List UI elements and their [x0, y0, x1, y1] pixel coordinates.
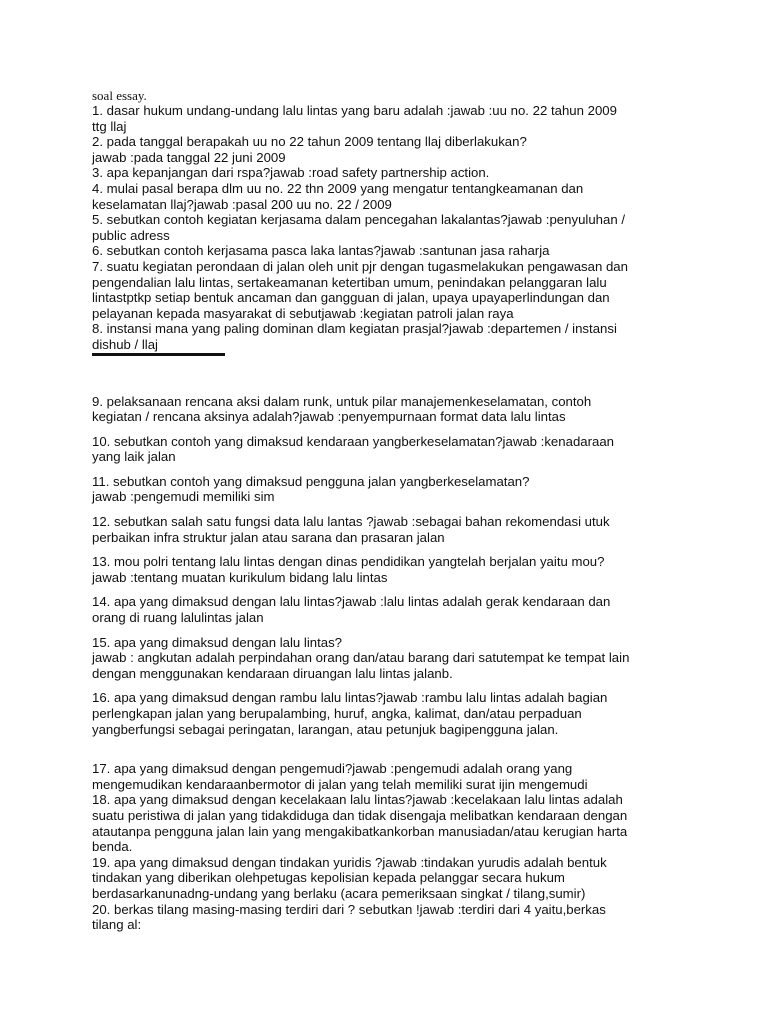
question-paragraph: [92, 394, 682, 425]
text-line: jawab :tentang muatan kurikulum bidang lalu lintas: [92, 569, 388, 585]
question-paragraph: [92, 514, 682, 545]
text-line: orang di ruang lalulintas jalan: [92, 610, 264, 626]
text-line: 2. pada tanggal berapakah uu no 22 tahun 2009 tentang llaj diberlakukan?: [92, 134, 527, 150]
text-line: benda.: [92, 839, 133, 855]
text-line: dengan menggunakan kendaraan diruangan lalu lintas jalanb.: [92, 665, 453, 681]
question-paragraph: [92, 635, 682, 682]
questions-block-1: [92, 103, 682, 353]
text-line: 9. pelaksanaan rencana aksi dalam runk, untuk pilar manajemenkeselamatan, contoh: [92, 393, 592, 409]
questions-block-3: [92, 761, 682, 933]
text-line: mengemudikan kendaraanbermotor di jalan yang telah memiliki surat ijin mengemudi: [92, 776, 588, 792]
text-line: jawab : angkutan adalah perpindahan orang dan/atau barang dari satutempat ke tempat lain: [92, 650, 630, 666]
text-line: yangberfungsi sebagai peringatan, larangan, atau petunjuk bagipengguna jalan.: [92, 721, 559, 737]
text-line: berdasarkanunadng-undang yang berlaku (acara pemeriksaan singkat / tilang,sumir): [92, 885, 586, 901]
text-line: pengendalian lalu lintas, sertakeamanan ketertiban umum, penindakan pelanggaran lalu: [92, 274, 607, 290]
text-line: lintastptkp setiap bentuk ancaman dan gangguan di jalan, upaya upayaperlindungan dan: [92, 290, 610, 306]
text-line: perlengkapan jalan yang berupalambing, huruf, angka, kalimat, dan/atau perpaduan: [92, 706, 582, 721]
text-line: 4. mulai pasal berapa dlm uu no. 22 thn 2009 yang mengatur tentangkeamanan dan: [92, 180, 584, 196]
text-line: kegiatan / rencana aksinya adalah?jawab :penyempurnaan format data lalu lintas: [92, 409, 566, 425]
question-paragraph: [92, 434, 682, 465]
question-paragraph: [92, 594, 682, 625]
text-line: suatu peristiwa di jalan yang tidakdiduga dan tidak disengaja melibatkan kendaraan dengan: [92, 807, 628, 823]
text-line: 10. sebutkan contoh yang dimaksud kendaraan yangberkeselamatan?jawab :kenadaraan: [92, 433, 615, 449]
question-paragraph: [92, 690, 682, 737]
text-line: 20. berkas tilang masing-masing terdiri dari ? sebutkan !jawab :terdiri dari 4 yaitu,berkas: [92, 901, 606, 917]
text-line: 5. sebutkan contoh kegiatan kerjasama dalam pencegahan lakalantas?jawab :penyuluhan /: [92, 212, 625, 228]
text-line: 15. apa yang dimaksud dengan lalu lintas?: [92, 634, 343, 650]
document-heading: soal essay.: [92, 88, 147, 103]
text-line: ttg llaj: [92, 118, 127, 134]
text-line: perbaikan infra struktur jalan atau sarana dan prasaran jalan: [92, 529, 445, 545]
text-line: 18. apa yang dimaksud dengan kecelakaan lalu lintas?jawab :kecelakaan lalu lintas adalah: [92, 792, 623, 808]
text-line: keselamatan llaj?jawab :pasal 200 uu no. 22 / 2009: [92, 196, 392, 212]
text-line: 8. instansi mana yang paling dominan dlam kegiatan prasjal?jawab :departemen / instansi: [92, 321, 617, 337]
document-page: [92, 88, 682, 933]
text-line: 12. sebutkan salah satu fungsi data lalu lantas ?jawab :sebagai bahan rekomendasi utuk: [92, 514, 610, 530]
text-line: 14. apa yang dimaksud dengan lalu lintas?jawab :lalu lintas adalah gerak kendaraan dan: [92, 594, 611, 610]
text-line: tindakan yang diberikan olehpetugas kepolisian kepada pelanggar secara hukum: [92, 870, 565, 886]
text-line: 17. apa yang dimaksud dengan pengemudi?jawab :pengemudi adalah orang yang: [92, 761, 573, 777]
text-line: dishub / llaj: [92, 336, 158, 352]
question-paragraph: [92, 554, 682, 585]
text-line: 1. dasar hukum undang-undang lalu lintas yang baru adalah :jawab :uu no. 22 tahun 2009: [92, 103, 617, 118]
text-line: 6. sebutkan contoh kerjasama pasca laka lantas?jawab :santunan jasa raharja: [92, 243, 550, 259]
text-line: atautanpa pengguna jalan lain yang mengakibatkankorban manusiadan/atau kerugian harta: [92, 823, 628, 839]
text-line: tilang al:: [92, 917, 142, 933]
text-line: yang laik jalan: [92, 449, 176, 465]
text-line: jawab :pada tanggal 22 juni 2009: [92, 149, 286, 165]
text-line: 19. apa yang dimaksud dengan tindakan yuridis ?jawab :tindakan yurudis adalah bentuk: [92, 854, 607, 870]
text-line: 3. apa kepanjangan dari rspa?jawab :road safety partnership action.: [92, 165, 490, 181]
text-line: public adress: [92, 227, 170, 243]
question-paragraph: [92, 474, 682, 505]
text-line: 13. mou polri tentang lalu lintas dengan dinas pendidikan yangtelah berjalan yaitu mou?: [92, 554, 605, 570]
text-line: 16. apa yang dimaksud dengan rambu lalu lintas?jawab :rambu lalu lintas adalah bagian: [92, 690, 608, 706]
text-line: 11. sebutkan contoh yang dimaksud pengguna jalan yangberkeselamatan?: [92, 473, 530, 489]
text-line: jawab :pengemudi memiliki sim: [92, 489, 275, 505]
questions-block-2: [92, 394, 682, 738]
text-line: 7. suatu kegiatan perondaan di jalan oleh unit pjr dengan tugasmelakukan pengawasan dan: [92, 258, 628, 274]
text-line: pelayanan kepada masyarakat di sebutjawab :kegiatan patroli jalan raya: [92, 305, 514, 321]
